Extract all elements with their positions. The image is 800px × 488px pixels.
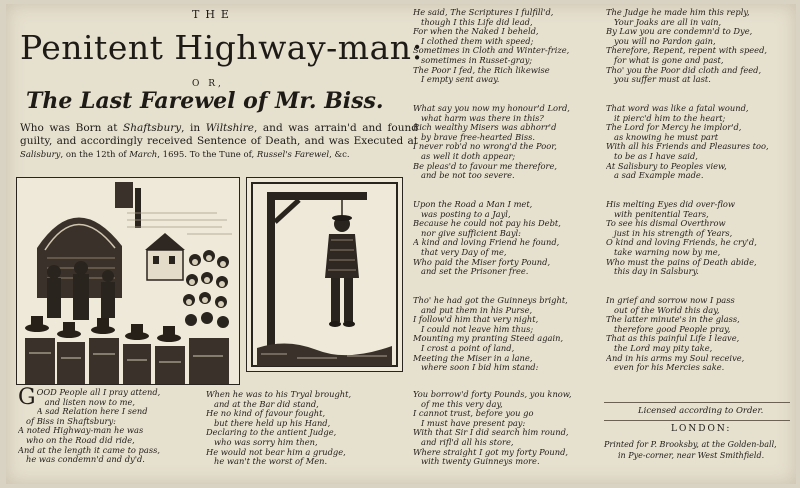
verse-line: as well it doth appear; [421,151,516,161]
verse-line: of me this very day, [421,399,503,409]
title-or: O R, [192,79,224,89]
verse-line: He would not bear him a grudge, [206,447,346,457]
verse-line: By Law you are condemn'd to Dye, [606,27,753,37]
verse-line: nor give sufficient Bayl: [421,228,521,238]
verse-line: and set the Prisoner free. [421,267,529,277]
verse-line: even for his Mercies sake. [614,363,725,373]
verse-line: who on the Road did ride, [26,435,135,445]
verse-col3-stanza-3 [413,200,561,277]
verse-line: A kind and loving Friend he found, [413,238,560,248]
verse-col4-stanza-3 [606,200,757,277]
imprint-line-2: in Pye-corner, near West Smithfield. [618,451,765,460]
verse-line: And in his arms my Soul receive, [606,353,745,363]
verse-line: this day in Salsbury. [614,267,699,277]
verse-line: He said, The Scriptures I fulfill'd, [413,8,554,17]
verse-line: was posting to a Jayl, [421,209,511,219]
verse-line: The Poor I fed, the Rich likewise [413,65,550,75]
imprint-city: LONDON: [671,424,732,434]
verse-line: and at the Bar did stand, [214,399,319,409]
verse-line: as knowing he must part [614,132,719,142]
verse-line: what harm was there in this? [421,113,544,123]
verse-line: but there held up his Hand, [214,418,331,428]
verse-line: therefore good People pray, [614,324,731,334]
verse-line: Mounting my pranting Steed again, [413,334,564,344]
verse-col4-stanza-1 [606,8,767,85]
verse-line: Declaring to the antient Judge, [206,428,337,438]
verse-line: for what is gone and past, [614,55,724,65]
verse-line: Tho' he had got the Guinneys bright, [413,296,568,305]
drop-capital: G [18,385,36,410]
verse-line: At Salisbury to Peoples view, [606,161,727,171]
verse-line: Where straight I got my forty Pound, [413,447,569,457]
verse-line: of Biss in Shaftsbury: [26,416,116,426]
verse-line: and listen now to me, [44,397,136,407]
verse-line: To see his dismal Overthrow [606,219,726,229]
verse-line: Meeting the Miser in a lane, [413,353,533,363]
verse-line: Because he could not pay his Debt, [413,219,561,229]
verse-line: I empty sent away. [421,75,500,85]
verse-line: out of the World this day, [614,305,720,315]
imprint-rule-bottom [604,420,790,421]
verse-line: he wan't the worst of Men. [214,457,328,467]
title-the: THE [192,8,235,21]
verse-line: sometimes in Russet-gray; [421,55,533,65]
verse-line: When he was to his Tryal brought, [206,390,352,399]
verse-line: With that Sir I did search him round, [413,428,569,438]
licensed-notice: Licensed according to Order. [638,406,764,416]
verse-line: take warning now by me, [614,247,721,257]
verse-line: that very Day of me, [421,247,507,257]
verse-line: The Judge he made him this reply, [606,8,750,17]
verse-line: where soon I bid him stand: [421,363,539,373]
verse-line: I could not leave him thus; [421,324,534,334]
imprint-line-1: Printed for P. Brooksby, at the Golden-ball, [604,440,777,449]
verse-line: For when the Naked I beheld, [413,27,539,37]
verse-middle [206,390,351,467]
verse-line: you suffer must at last. [614,75,711,85]
verse-line: though I this Life did lead, [421,17,533,27]
verse-line: That word was like a fatal wound, [606,104,749,113]
broadside-sheet [6,4,796,484]
verse-col4-stanza-2 [606,104,769,181]
verse-line: That as this painful Life I leave, [606,334,740,344]
verse-line: and be not too severe. [421,171,515,181]
verse-line: Your Joaks are all in vain, [614,17,722,27]
verse-line: His melting Eyes did over-flow [606,200,735,209]
verse-line: Upon the Road a Man I met, [413,200,533,209]
verse-line: it pierc'd him to the heart; [614,113,726,123]
verse-line: O kind and loving Friends, he cry'd, [606,238,757,248]
verse-col3-stanza-5 [413,390,572,467]
verse-line: I never rob'd no wrong'd the Poor, [413,142,557,152]
verse-line: And at the length it came to pass, [18,445,160,455]
verse-line: I clothed them with speed; [421,36,534,46]
verse-line: The latter minute's in the glass, [606,315,740,325]
verse-col4-stanza-4 [606,296,744,373]
verse-line: In grief and sorrow now I pass [606,296,735,305]
verse-line: he was condemn'd and dy'd. [26,455,145,465]
verse-line: OOD People all I pray attend, [36,388,161,397]
verse-col3-stanza-2 [413,104,570,181]
verse-line: just in his strength of Years, [614,228,733,238]
woodcut-gallows-image [246,177,403,372]
verse-line: The Lord for Mercy he implor'd, [606,123,742,133]
verse-line: I crost a point of land, [421,343,515,353]
intro-paragraph: Who was Born at Shaftsbury, in Wiltshire, and was arrain'd and found guilty, and accordingly received Sentence of Death, and was Executed at Salisbury, on the 12th of March, 1695. To the Tune of, Russel's Farewel, &c. [20,122,418,160]
verse-line: Therefore, Repent, repent with speed, [606,46,768,56]
verse-line: I follow'd him that very night, [413,315,539,325]
verse-line: with penitential Tears, [614,209,709,219]
verse-col3-stanza-1 [413,8,569,85]
verse-line: by brave free-hearted Biss. [421,132,536,142]
verse-line: Rich wealthy Misers was abhorr'd [413,123,557,133]
verse-line: I cannot trust, before you go [413,409,534,419]
verse-line: a sad Example made. [614,171,704,181]
verse-line: I must have present pay: [421,418,526,428]
verse-line: the Lord may pity take, [614,343,713,353]
page-subtitle: The Last Farewel of Mr. Biss. [26,88,384,114]
verse-line: A sad Relation here I send [36,407,148,417]
verse-left [18,385,161,465]
verse-line: who was sorry him then, [214,437,318,447]
woodcut-courtroom-image [16,177,240,385]
verse-line: with twenty Guinneys more. [421,457,540,467]
verse-line: to be as I have said, [614,151,698,161]
verse-line: A noted Highway-man he was [18,426,144,436]
verse-line: He no kind of favour fought, [206,409,326,419]
verse-line: Sometimes in Cloth and Winter-frize, [413,46,570,56]
verse-line: and rifl'd all his store, [421,437,514,447]
verse-line: Be pleas'd to favour me therefore, [413,161,558,171]
verse-col3-stanza-4 [413,296,568,373]
page-title: Penitent Highway-man: [20,28,424,67]
verse-line: and put them in his Purse, [421,305,533,315]
verse-line: You borrow'd forty Pounds, you know, [413,390,572,399]
imprint-rule-top [604,402,790,403]
verse-line: Tho' you the Poor did cloth and feed, [606,65,762,75]
verse-line: Who must the pains of Death abide, [606,257,757,267]
verse-line: Who paid the Miser forty Pound, [413,257,551,267]
verse-line: With all his Friends and Pleasures too, [606,142,769,152]
verse-line: What say you now my honour'd Lord, [413,104,570,113]
verse-line: you will no Pardon gain, [614,36,716,46]
